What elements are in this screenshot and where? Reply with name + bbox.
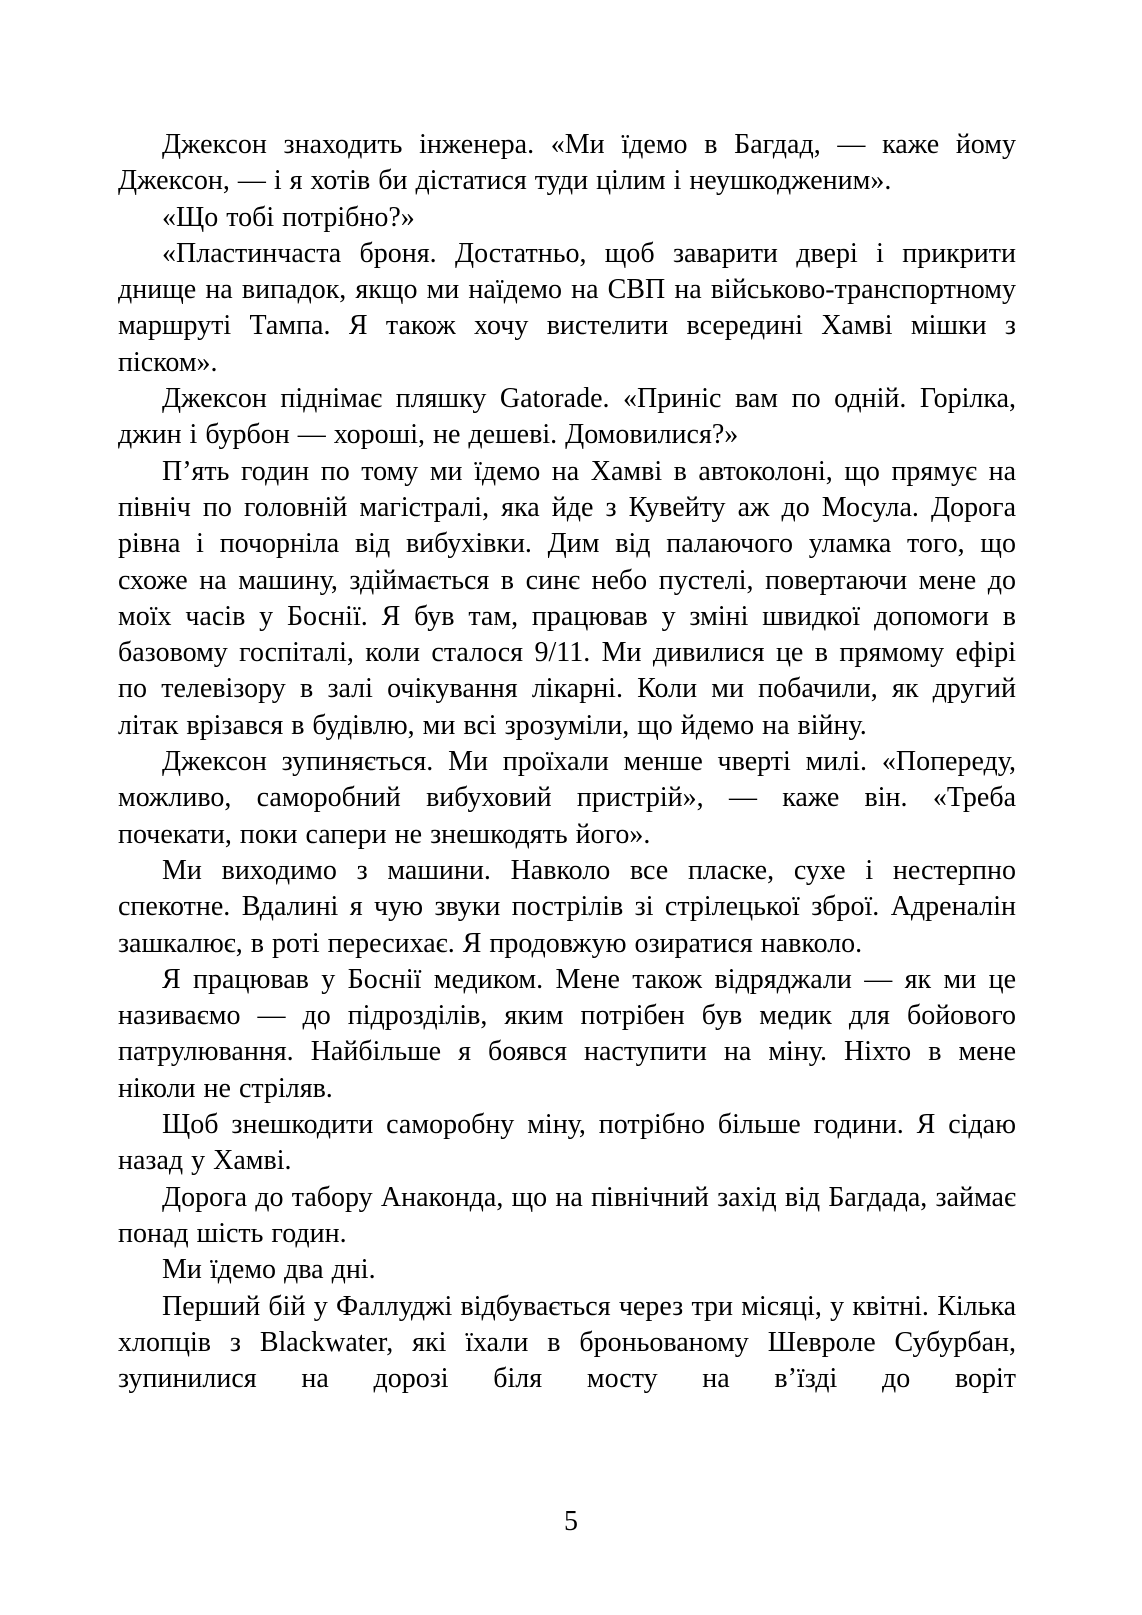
paragraph: Джексон знаходить інженера. «Ми їдемо в Багдад, — каже йому Джексон, — і я хотів би дістатися туди цілим і неушкодженим». [118,129,1016,197]
page-number: 5 [564,1506,578,1537]
paragraph: П’ять годин по тому ми їдемо на Хамві в автоколоні, що прямує на північ по головній магістралі, яка йде з Кувейту аж до Мосула. Дорога рівна і почорніла від вибухівки. Дим від палаючого уламка того, що схоже на машину, здіймається в синє небо пустелі, повертаючи мене до моїх часів у Боснії. Я був там, працював у зміні швидкої допомоги в базовому госпіталі, коли сталося 9/11. Ми дивилися це в прямому ефірі по телевізору в залі очікування лікарні. Коли ми побачили, як другий літак врізався в будівлю, ми всі зрозуміли, що йдемо на війну. [118,455,1016,741]
paragraph: Перший бій у Фаллуджі відбувається через три місяці, у квітні. Кілька хлопців з Blackwater, які їхали в броньованому Шевроле Субурбан, зупинилися на дорозі біля мосту на в’їзді до воріт [118,1290,1016,1395]
text-block [118,127,1016,1397]
paragraph: Ми виходимо з машини. Навколо все пласке, сухе і нестерпно спекотне. Вдалині я чую звуки пострілів зі стрілецької зброї. Адреналін зашкалює, в роті пересихає. Я продовжую озиратися навколо. [118,854,1016,959]
paragraph: «Пластинчаста броня. Достатньо, щоб заварити двері і прикрити днище на випадок, якщо ми наїдемо на СВП на військово-транспортному маршруті Тампа. Я також хочу вистелити всередині Хамві мішки з піском». [118,237,1016,378]
paragraph: Дорога до табору Анаконда, що на північний захід від Багдада, займає понад шість годин. [118,1181,1016,1249]
paragraph: Щоб знешкодити саморобну міну, потрібно більше години. Я сідаю назад у Хамві. [118,1109,1016,1177]
paragraph: Ми їдемо два дні. [162,1254,376,1286]
paragraph: Джексон зупиняється. Ми проїхали менше чверті милі. «Попереду, можливо, саморобний вибуховий пристрій», — каже він. «Треба почекати, поки сапери не знешкодять його». [118,746,1016,850]
paragraph: Джексон піднімає пляшку Gatorade. «Приніс вам по одній. Горілка, джин і бурбон — хороші, не дешеві. Домовилися?» [118,383,1016,451]
paragraph: Я працював у Боснії медиком. Мене також відряджали — як ми це називаємо — до підрозділів, яким потрібен був медик для бойового патрулювання. Найбільше я боявся наступити на міну. Ніхто в мене ніколи не стріляв. [118,963,1016,1104]
paragraph: «Що тобі потрібно?» [162,201,415,233]
